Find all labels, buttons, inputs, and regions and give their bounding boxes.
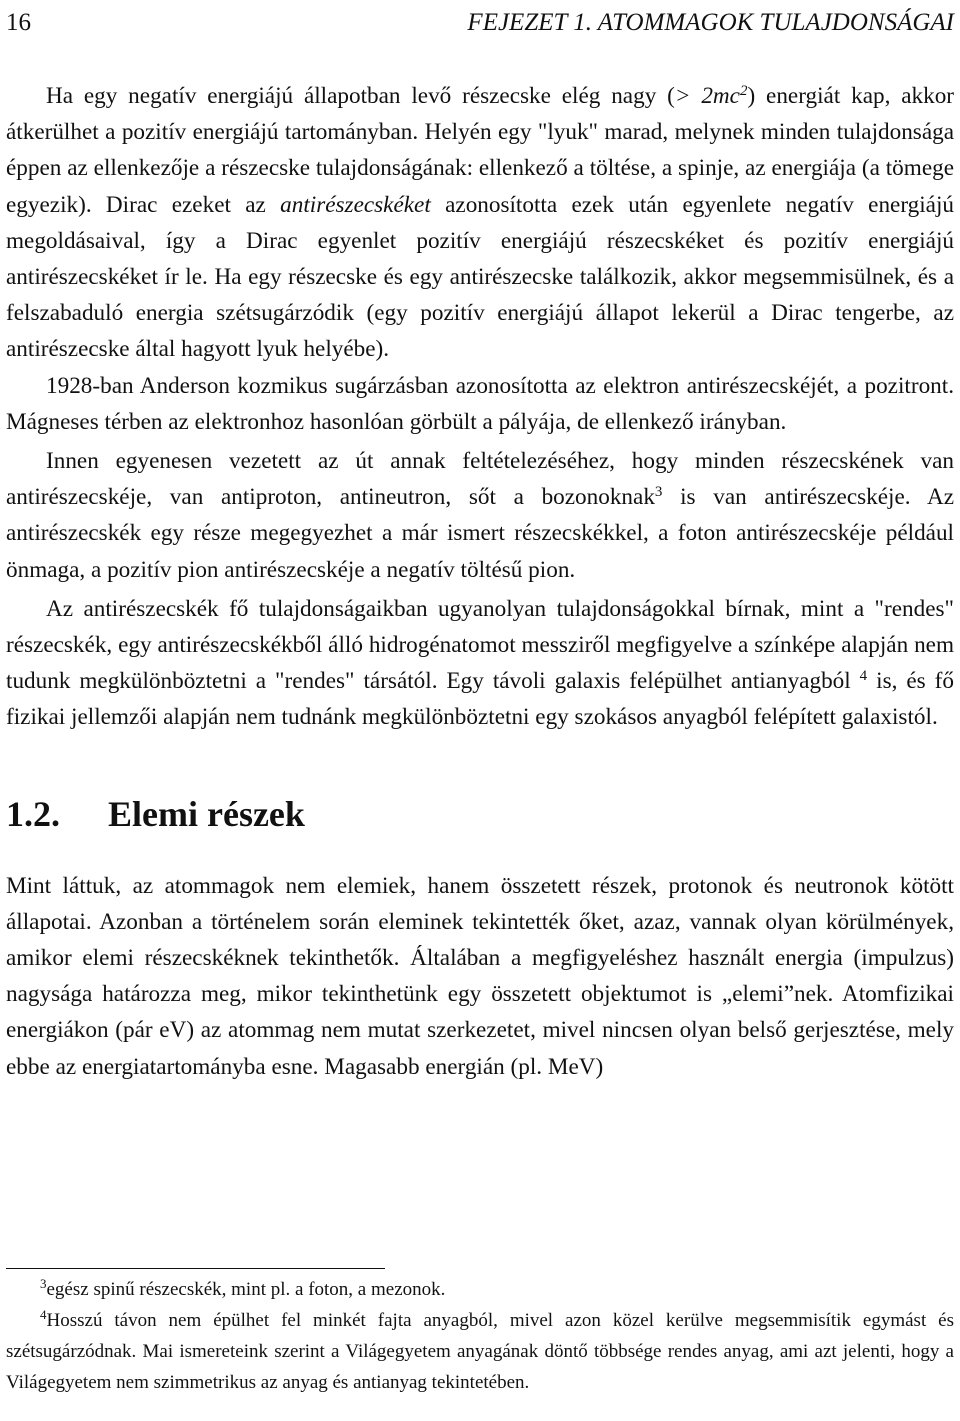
paragraph-anderson: 1928-ban Anderson kozmikus sugárzásban azonosította az elektron antirészecskéjét, a pozitront. Mágneses térben az elektronhoz hasonlóan görbült a pályája, de ellenkező irányban. <box>6 372 954 435</box>
paragraph-text: azonosította ezek után egyenlete negatív energiájú megoldásaival, így a Dirac egyenlet pozitív energiájú részecskéket és pozitív energiájú antirészecskéket ír le. Ha egy részecske és egy antirészecske találkozik, akkor megsemmisülnek, és a felszabaduló energia szétsugárzódik (egy pozitív energiájú állapot lekerül a Dirac tengerbe, az antirészecske által hagyott lyuk helyébe). <box>6 191 955 363</box>
paragraph-text: Ha egy negatív energiájú állapotban levő részecske elég nagy ( <box>46 83 675 109</box>
italic-term: antirészecskéket <box>280 191 431 218</box>
page-body <box>6 78 954 1085</box>
math-superscript: 2 <box>739 82 748 99</box>
footnote-ref-3: 3 <box>654 483 663 500</box>
paragraph-antiparticles <box>6 443 954 588</box>
math-expression: > 2mc <box>674 83 740 109</box>
section-heading <box>6 790 954 838</box>
section-number: 1.2. <box>6 793 60 834</box>
footnote-4 <box>6 1305 954 1398</box>
paragraph-text: is van antirészecskéje. Az antirészecskék egy része megegyezhet a már ismert részecskékkel, a foton antirészecskéje például önmaga, a pozitív pion antirészecskéje a negatív töltésű pion. <box>6 484 954 583</box>
page-number: 16 <box>6 9 31 36</box>
footnote-text: Hosszú távon nem épülhet fel minkét fajta anyagból, mivel azon közel kerülve megsemmisítik egymást és szétsugárzódnak. Mai ismereteink szerint a Világegyetem anyagának döntő többsége rendes anyag, ami azt jelenti, hogy a Világegyetem nem szimmetrikus az anyag és antianyag tekintetében. <box>6 1310 954 1393</box>
footnote-mark: 4 <box>40 1306 47 1322</box>
footnote-ref-4: 4 <box>859 668 868 684</box>
paragraph-dirac <box>6 78 954 368</box>
running-title: FEJEZET 1. ATOMMAGOK TULAJDONSÁGAI <box>467 9 954 36</box>
footnotes <box>6 1274 954 1398</box>
section-title: Elemi részek <box>108 793 305 834</box>
footnote-rule <box>6 1268 385 1269</box>
paragraph-text: ) energiát kap, akkor átkerülhet a pozitív energiájú tartományban. Helyén egy "lyuk" marad, melynek minden tulajdonsága éppen az ellenkezője a részecske tulajdonságának: ellenkező a töltése, a spinje, az energiája (a tömege egyezik). Dirac ezeket az <box>6 83 955 218</box>
footnote-mark: 3 <box>40 1275 47 1291</box>
page-header <box>6 6 954 40</box>
paragraph-properties <box>6 591 954 736</box>
paragraph-text: is, és fő fizikai jellemzői alapján nem tudnánk megkülönböztetni egy szokásos anyagból felépített galaxistól. <box>6 668 954 731</box>
paragraph-elementary: Mint láttuk, az atommagok nem elemiek, hanem összetett részek, protonok és neutronok kötött állapotai. Azonban a történelem során eleminek tekintették őket, azaz, vannak olyan körülmények, amikor elemi részecskéknek tekinthetők. Általában a megfigyeléshez használt energia (impulzus) nagysága határozza meg, mikor tekinthetünk egy összetett objektumot is „elemi”nek. Atomfizikai energiákon (pár eV) az atommag nem mutat szerkezetet, mivel nincsen olyan belső gerjesztése, mely ebbe az energiatartományba esne. Magasabb energián (pl. MeV) <box>6 872 954 1080</box>
footnote-text: egész spinű részecskék, mint pl. a foton, a mezonok. <box>46 1279 446 1300</box>
math-inline <box>675 83 748 109</box>
paragraph-text: Innen egyenesen vezetett az út annak feltételezéséhez, hogy minden részecskének van antirészecskéje, van antiproton, antineutron, sőt a bozonoknak <box>6 448 954 511</box>
footnote-3 <box>6 1274 954 1305</box>
paragraph-text: Az antirészecskék fő tulajdonságaikban ugyanolyan tulajdonságokkal bírnak, mint a "rendes" részecskék, egy antirészecskékből álló hidrogénatomot messziről megfigyelve a színképe alapján nem tudunk megkülönböztetni a "rendes" társától. Egy távoli galaxis felépülhet antianyagból <box>6 595 954 695</box>
